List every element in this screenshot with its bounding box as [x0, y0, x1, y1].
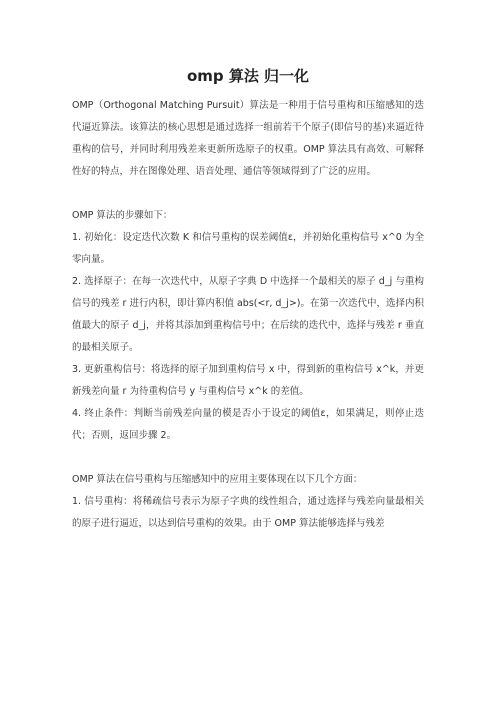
step-2-paragraph: 2. 选择原子：在每一次迭代中，从原子字典 D 中选择一个最相关的原子 d_j 与重构信号的残差 r 进行内积，即计算内积值 abs(<r, d_j>)。在第一次迭代中，选择内积值最大的原子 d_j，并将其添加到重构信号中；在后续的迭代中，选择与残差 r 垂直的最相关原子。: [72, 276, 424, 353]
applications-heading: OMP 算法在信号重构与压缩感知中的应用主要体现在以下几个方面：: [72, 474, 363, 485]
intro-paragraph: OMP（Orthogonal Matching Pursuit）算法是一种用于信号重构和压缩感知的迭代逼近算法。该算法的核心思想是通过选择一组前若干个原子(即信号的基)来逼近待重构的信号，并同时利用残差来更新所选原子的权重。OMP 算法具有高效、可解释性好的特点，并在图像处理、语音处理、通信等领域得到了广泛的应用。: [72, 100, 424, 177]
step-4-paragraph: 4. 终止条件：判断当前残差向量的模是否小于设定的阈值ε，如果满足，则停止迭代；否则，返回步骤 2。: [72, 408, 424, 441]
application-1-paragraph: 1. 信号重构：将稀疏信号表示为原子字典的线性组合，通过选择与残差向量最相关的原子进行逼近，以达到信号重构的效果。由于 OMP 算法能够选择与残差: [72, 496, 424, 529]
step-3-paragraph: 3. 更新重构信号：将选择的原子加到重构信号 x 中，得到新的重构信号 x^k，并更新残差向量 r 为待重构信号 y 与重构信号 x^k 的差值。: [72, 364, 424, 397]
step-1-paragraph: 1. 初始化：设定迭代次数 K 和信号重构的误差阈值ε，并初始化重构信号 x^0 为全零向量。: [72, 232, 424, 265]
document-title: omp 算法 归一化: [186, 67, 310, 85]
steps-heading: OMP 算法的步骤如下：: [72, 210, 173, 221]
